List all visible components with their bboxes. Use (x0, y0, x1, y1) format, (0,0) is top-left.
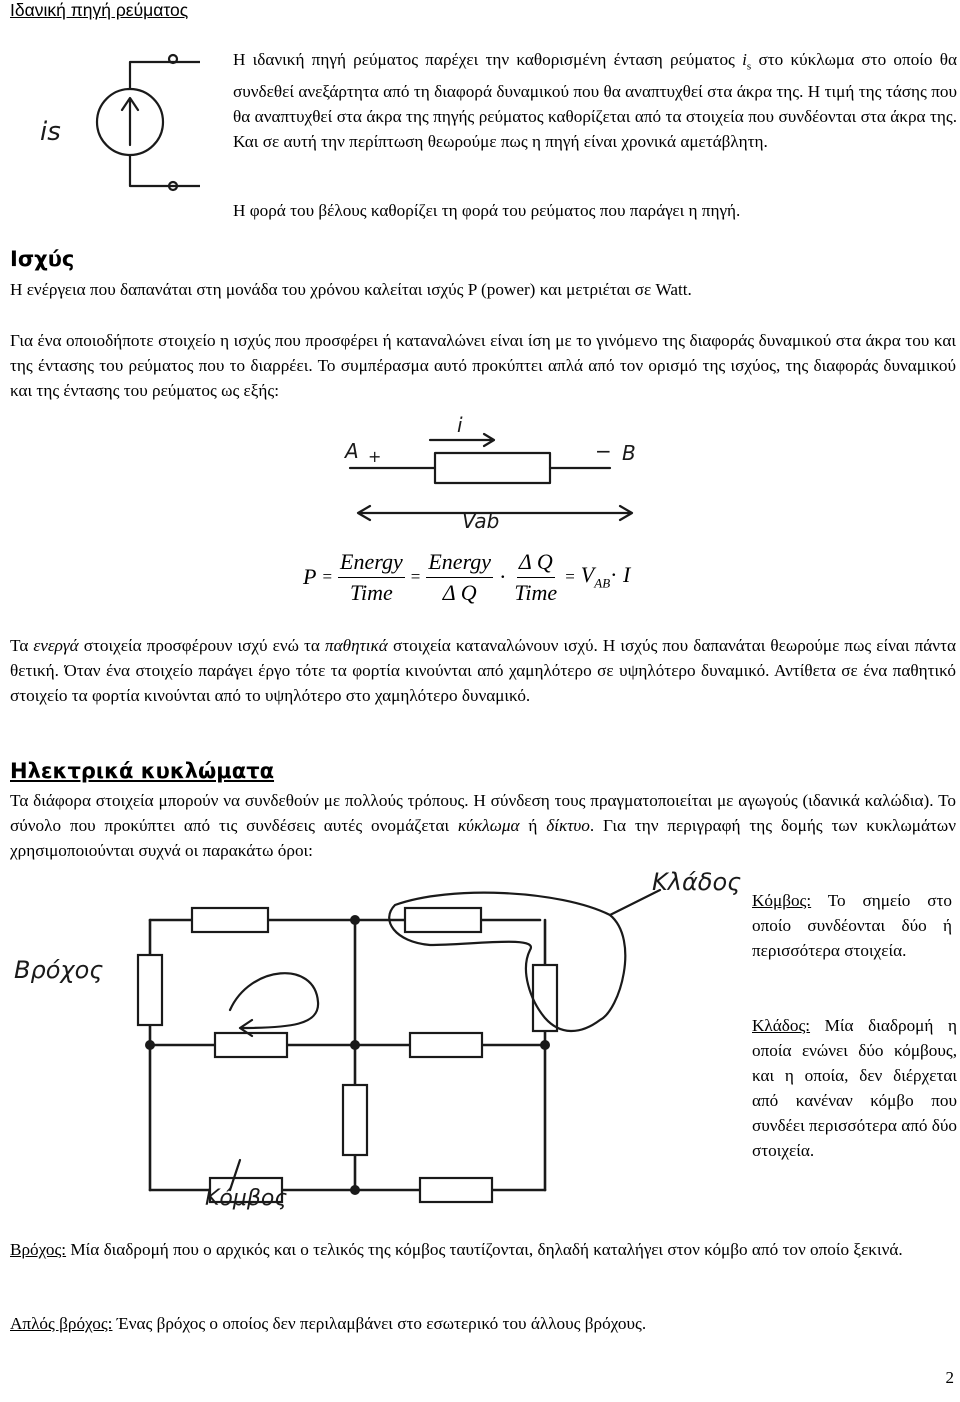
loop-definition: Βρόχος: Μία διαδρομή που ο αρχικός και ο τελικός της κόμβος ταυτίζονται, δηλαδή καταλήγει στον κόμβο από τον οποίο ξεκινά. (10, 1240, 903, 1259)
formula-vab-i: $V_{AB}\cdot I$ (580, 562, 631, 591)
resistor-mid-right (410, 1033, 482, 1057)
active-passive-paragraph: Τα ενεργά στοιχεία προσφέρουν ισχύ ενώ τα παθητικά στοιχεία καταναλώνουν ισχύ. Η ισχύς που δαπανάται θεωρούμε πως είναι πάντα θετική. Όταν ένα στοιχείο παράγει έργο τότε τα φορτία κινούνται από χαμηλότερο σε υψηλότερο δυναμικό. Αντίθετα σε ένα παθητικό στοιχείο τα φορτία κινούνται από το υψηλότερο στο χαμηλότερο δυναμικό. (10, 636, 956, 705)
resistor-top-left (192, 908, 268, 932)
section-heading-power: Ισχύς (10, 247, 75, 271)
section-heading-circuits: Ηλεκτρικά κυκλώματα (10, 759, 275, 783)
label-branch: Κλάδος (652, 868, 742, 896)
node-middle-left (145, 1040, 155, 1050)
power-explanation: Για ένα οποιοδήποτε στοιχείο η ισχύς που προσφέρει ή καταναλώνει είναι ίση με το γινόμενο της διαφοράς δυναμικού στα άκρα του και της έντασης του ρεύματος που το διαρρέει. Το συμπέρασμα αυτό προκύπτει απλά από τον ορισμό της ισχύος, της διαφοράς δυναμικού και της έντασης του ρεύματος ως εξής: (10, 331, 956, 400)
circuit-diagram (0, 860, 750, 1230)
fraction-energy-time: $\frac{\text{Energy}}{\text{Time}}$ (340, 548, 403, 605)
label-vab: Vab (462, 509, 500, 533)
simple-loop-definition: Απλός βρόχος: Ένας βρόχος ο οποίος δεν περιλαμβάνει στο εσωτερικό του άλλους βρόχους. (10, 1314, 647, 1333)
resistor-right-vertical (533, 965, 557, 1031)
section-heading-ideal-current-source: Ιδανική πηγή ρεύματος (10, 0, 189, 20)
fraction-charge-time: $\frac{\text{Δ Q}}{\text{Time}}$ (514, 548, 558, 605)
source-label: is (40, 117, 61, 147)
circuits-intro: Τα διάφορα στοιχεία μπορούν να συνδεθούν με πολλούς τρόπους. Η σύνδεση τους πραγματοποιείται με αγωγούς (ιδανικά καλώδια). Το σύνολο που προκύπτει από τις συνδέσεις αυτές ονομάζεται κύκλωμα ή δίκτυο. Για την περιγραφή της δομής των κυκλωμάτων χρησιμοποιούνται συχνά οι παρακάτω όροι: (10, 791, 956, 860)
node-definition: Κόμβος: Το σημείο στο οποίο συνδέονται δύο ή περισσότερα στοιχεία. (752, 891, 952, 960)
node-middle-right (540, 1040, 550, 1050)
resistor-top-right (405, 908, 481, 932)
page-number: 2 (945, 1368, 954, 1387)
label-plus: + (368, 447, 382, 466)
loop-arrow-icon (230, 973, 318, 1036)
label-a: A (345, 439, 359, 463)
node-top-center (350, 915, 360, 925)
element-resistor (435, 453, 550, 483)
label-minus: − (595, 439, 612, 463)
source-top-wire (130, 62, 200, 88)
resistor-center-vertical (343, 1085, 367, 1155)
source-bottom-wire (130, 156, 200, 186)
section1-arrow-note: Η φορά του βέλους καθορίζει τη φορά του ρεύματος που παράγει η πηγή. (233, 201, 741, 220)
fraction-energy-charge: $\frac{\text{Energy}}{\text{Δ Q}}$ (428, 548, 492, 605)
label-loop: Βρόχος (14, 956, 104, 984)
section1-paragraph: Η ιδανική πηγή ρεύματος παρέχει την καθορισμένη ένταση ρεύματος $i_s$ στο κύκλωμα στο οποίο θα συνδεθεί ανεξάρτητα από τη διαφορά δυναμικού που θα αναπτυχθεί στα άκρα της. Η τιμή της τάσης που θα αναπτυχθεί στα άκρα της πηγής ρεύματος καθορίζεται από τα στοιχεία που συνδέονται στα άκρα της. Και σε αυτή την περίπτωση θεωρούμε πως η πηγή είναι χρονικά αμετάβλητη. (233, 50, 957, 152)
current-source-diagram (30, 40, 200, 230)
element-voltage-diagram (330, 410, 670, 540)
branch-definition: Κλάδος: Μία διαδρομή η οποία ενώνει δύο κόμβους, και η οποία, δεν διέρχεται από κανέναν κόμβο που συνδέει περισσότερα από δύο στοιχεία. (752, 1016, 957, 1160)
node-bottom-center (350, 1185, 360, 1195)
label-b: B (622, 441, 636, 465)
power-definition: Η ενέργεια που δαπανάται στη μονάδα του χρόνου καλείται ισχύς P (power) και μετριέται σε Watt. (10, 280, 692, 299)
resistor-bottom-right (420, 1178, 492, 1202)
label-i: i (457, 413, 463, 437)
power-formula: P = $\frac{\text{Energy}}{\text{Time}}$ = $\frac{\text{Energy}}{\text{Δ Q}}$ · $\frac{\text{Δ Q}}{\text{Time}}$ = $V_{AB}\cdot I$ (303, 548, 631, 605)
node-middle-center (350, 1040, 360, 1050)
label-node: Κόμβος (205, 1186, 288, 1211)
source-arrow-icon (122, 98, 138, 145)
resistor-left-vertical (138, 955, 162, 1025)
